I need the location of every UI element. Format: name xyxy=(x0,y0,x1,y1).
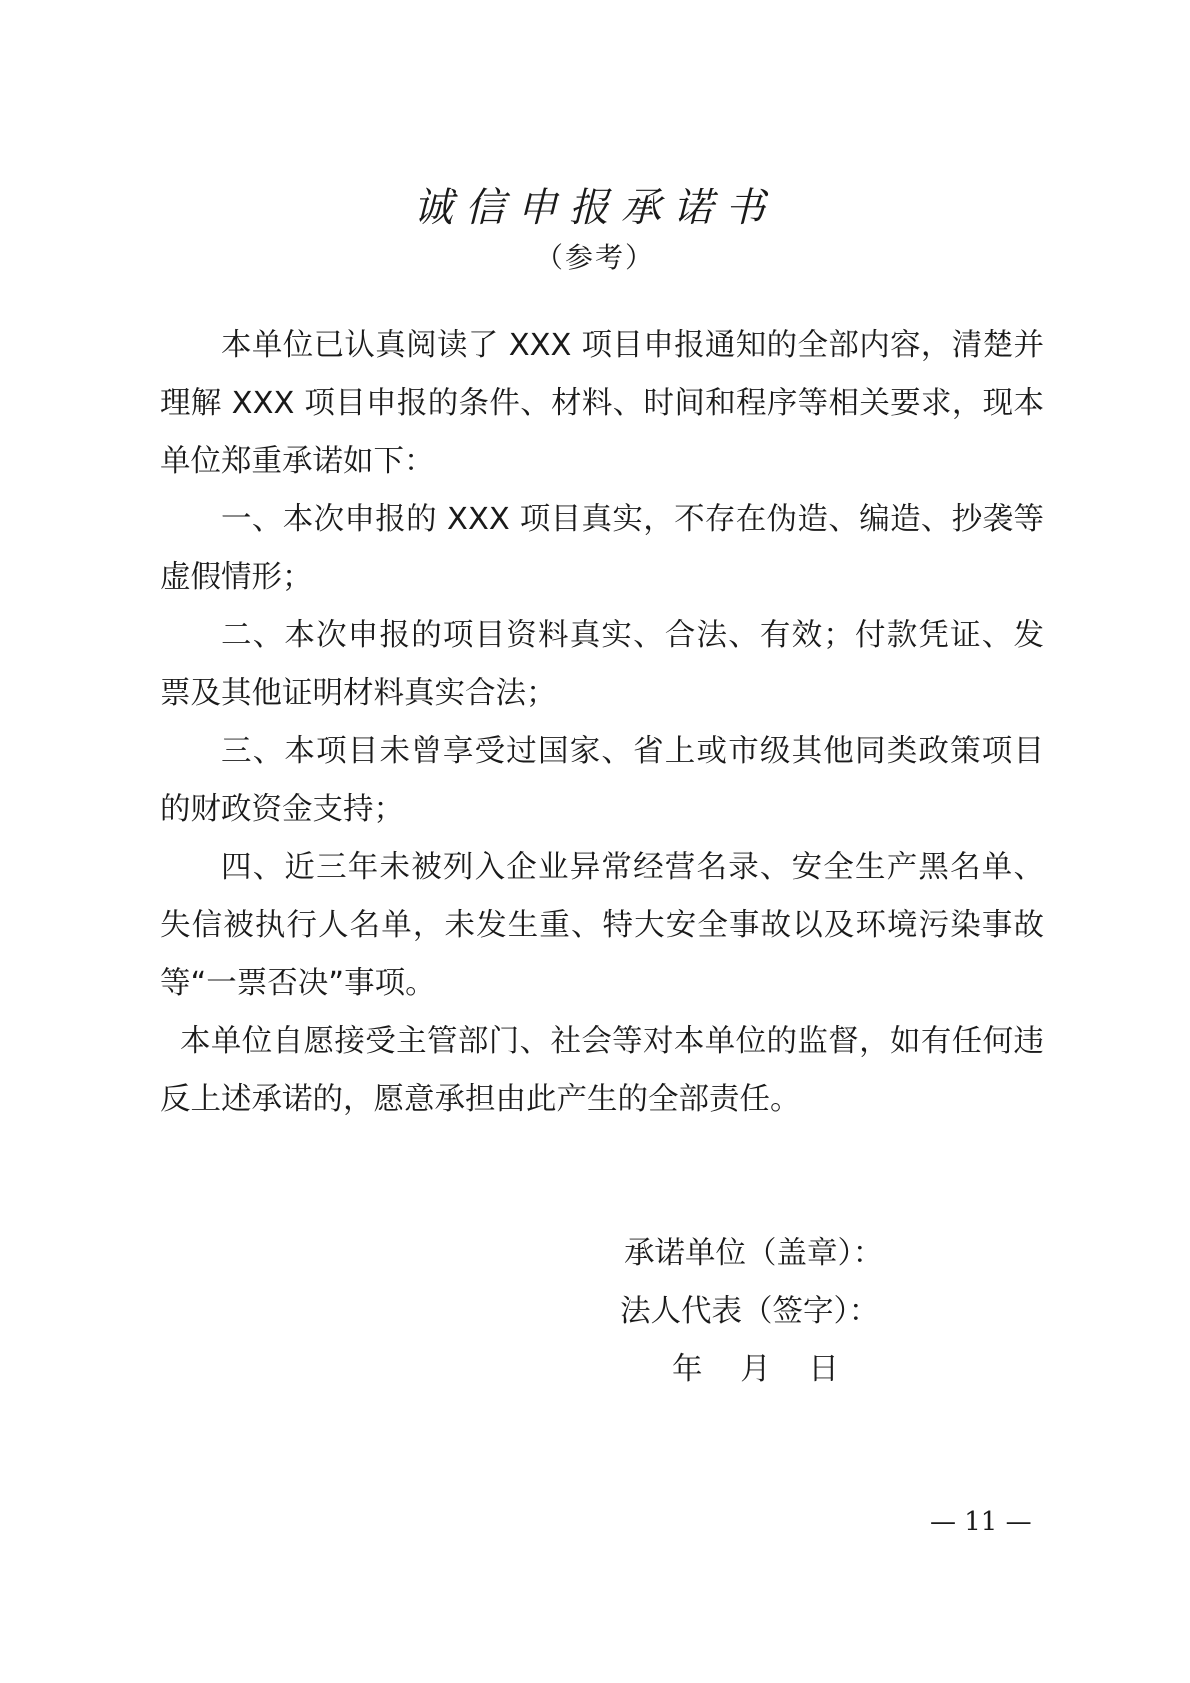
signature-date-label: 年 月 日 xyxy=(672,1352,839,1387)
page-number: — 11 — xyxy=(930,1507,1032,1537)
commitment-item-4: 四、近三年未被列入企业异常经营名录、安全生产黑名单、失信被执行人名单，未发生重、特大安全事故以及环境污染事故等“一票否决”事项。 xyxy=(160,850,1044,1001)
commitment-item-1: 一、本次申报的 XXX 项目真实，不存在伪造、编造、抄袭等虚假情形； xyxy=(160,502,1044,595)
intro-paragraph: 本单位已认真阅读了 XXX 项目申报通知的全部内容，清楚并理解 XXX 项目申报的条件、材料、时间和程序等相关要求，现本单位郑重承诺如下： xyxy=(160,328,1044,479)
document-subtitle: （参考） xyxy=(534,241,655,274)
document-title: 诚信申报承诺书 xyxy=(413,185,777,231)
document-body xyxy=(160,317,1044,1129)
signature-unit-label: 承诺单位（盖章）： xyxy=(624,1236,884,1271)
closing-paragraph: 本单位自愿接受主管部门、社会等对本单位的监督，如有任何违反上述承诺的，愿意承担由此产生的全部责任。 xyxy=(160,1024,1044,1117)
commitment-item-2: 二、本次申报的项目资料真实、合法、有效；付款凭证、发票及其他证明材料真实合法； xyxy=(160,618,1044,711)
signature-representative-label: 法人代表（签字）： xyxy=(620,1294,880,1329)
commitment-item-3: 三、本项目未曾享受过国家、省上或市级其他同类政策项目的财政资金支持； xyxy=(160,734,1044,827)
